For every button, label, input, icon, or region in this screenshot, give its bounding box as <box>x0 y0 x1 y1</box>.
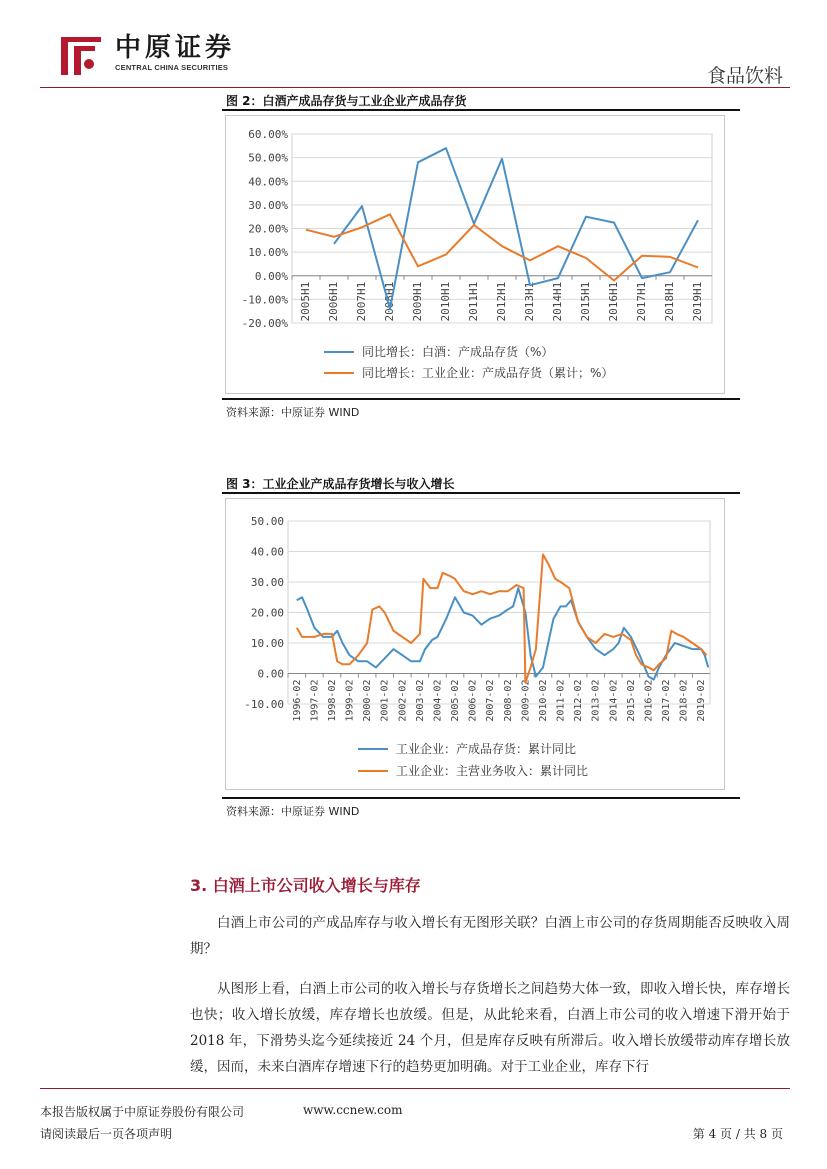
x-tick-label: 2019-02 <box>696 679 708 722</box>
x-tick-label: 2014H1 <box>551 281 564 322</box>
x-tick-label: 1997-02 <box>309 679 321 722</box>
y-tick-label: -10.00% <box>241 293 288 307</box>
figure-2-top-rule <box>222 109 740 111</box>
y-tick-label: 30.00 <box>250 576 284 589</box>
x-tick-label: 2014-02 <box>608 679 620 722</box>
x-tick-label: 2010-02 <box>537 679 549 722</box>
x-tick-label: 2008-02 <box>502 679 514 722</box>
paragraph-1-text: 白酒上市公司的产成品库存与收入增长有无图形关联？白酒上市公司的存货周期能否反映收入周期？ <box>190 915 790 957</box>
y-tick-label: 40.00% <box>248 175 288 189</box>
y-tick-label: 0.00 <box>257 667 284 681</box>
x-tick-label: 2007H1 <box>355 281 368 322</box>
footer-disclaimer: 请阅读最后一页各项声明 <box>40 1127 173 1141</box>
x-tick-label: 2008H1 <box>383 281 396 322</box>
figure-3-chart-area <box>225 498 725 790</box>
x-tick-label: 2018-02 <box>678 679 690 722</box>
y-tick-label: 30.00% <box>248 198 288 212</box>
x-tick-label: 2002-02 <box>397 679 409 722</box>
x-tick-label: 2019H1 <box>691 281 704 322</box>
paragraph-1 <box>190 910 790 962</box>
y-tick-label: 10.00 <box>250 637 284 650</box>
legend-label-1: 工业企业：产成品存货：累计同比 <box>396 742 577 756</box>
series-line-2 <box>297 555 707 683</box>
x-tick-label: 2006-02 <box>467 679 479 722</box>
header-divider <box>40 87 790 88</box>
x-tick-label: 2011H1 <box>467 281 480 322</box>
paragraph-2-text: 从图形上看，白酒上市公司的收入增长与存货增长之间趋势大体一致，即收入增长快，库存增长也快；收入增长放缓，库存增长也放缓。但是，从此轮来看，白酒上市公司的收入增速下滑开始于 2018 年，下滑势头迄今延续接近 24 个月，但是库存反映有所滞后。收入增长放缓带动库存增长放缓，因而，未来白酒库存增速下行的趋势更加明确。对于工业企业，库存下行 <box>190 981 790 1075</box>
company-name-cn: 中原证券 <box>115 33 236 63</box>
x-tick-label: 2006H1 <box>327 281 340 322</box>
y-tick-label: -10.00 <box>244 698 284 711</box>
x-tick-label: 2018H1 <box>663 281 676 322</box>
footer-divider <box>40 1088 790 1089</box>
x-tick-label: 2003-02 <box>414 679 426 722</box>
x-tick-label: 2012-02 <box>573 679 585 722</box>
company-logo-icon <box>55 33 107 79</box>
figure-3-top-rule <box>222 492 740 494</box>
footer-copyright: 本报告版权属于中原证券股份有限公司 <box>40 1105 245 1119</box>
footer-website: www.ccnew.com <box>303 1103 403 1117</box>
paragraph-2 <box>190 976 790 1080</box>
y-tick-label: 40.00 <box>250 545 284 559</box>
x-tick-label: 2004-02 <box>432 679 444 722</box>
x-tick-label: 2013H1 <box>523 281 536 322</box>
y-tick-label: 20.00 <box>250 606 284 620</box>
figure-3-source: 资料来源：中原证券 WIND <box>226 805 360 818</box>
legend-label-2: 工业企业：主营业务收入：累计同比 <box>396 764 589 778</box>
y-tick-label: 0.00% <box>254 269 288 283</box>
x-tick-label: 2000-02 <box>362 679 374 722</box>
legend-label-1: 同比增长：白酒：产成品存货（%） <box>362 345 554 359</box>
figure-2-bottom-rule <box>222 398 740 400</box>
y-tick-label: 10.00% <box>248 246 288 260</box>
x-tick-label: 2015H1 <box>579 281 592 322</box>
x-tick-label: 1996-02 <box>291 679 303 722</box>
section-title: 3. 白酒上市公司收入增长与库存 <box>190 876 421 895</box>
x-tick-label: 2015-02 <box>625 679 637 722</box>
footer-page-number: 第 4 页 / 共 8 页 <box>692 1127 783 1141</box>
x-tick-label: 2016-02 <box>643 679 655 722</box>
figure-2-line-chart <box>226 116 724 393</box>
x-tick-label: 1998-02 <box>326 679 338 722</box>
legend-label-2: 同比增长：工业企业：产成品存货（累计；%） <box>362 366 614 380</box>
y-tick-label: 60.00% <box>248 128 288 141</box>
figure-2-chart-area <box>225 115 725 394</box>
company-name-en: CENTRAL CHINA SECURITIES <box>115 63 229 72</box>
figure-2-title: 图 2：白酒产成品存货与工业企业产成品存货 <box>226 94 467 108</box>
x-tick-label: 2013-02 <box>590 679 602 722</box>
y-tick-label: 20.00% <box>248 222 288 236</box>
figure-2-source: 资料来源：中原证券 WIND <box>226 406 360 419</box>
x-tick-label: 2001-02 <box>379 679 391 722</box>
x-tick-label: 2007-02 <box>485 679 497 722</box>
x-tick-label: 2012H1 <box>495 281 508 322</box>
figure-3-bottom-rule <box>222 797 740 799</box>
y-tick-label: 50.00% <box>248 151 288 165</box>
x-tick-label: 2017H1 <box>635 281 648 322</box>
x-tick-label: 2005-02 <box>450 679 462 722</box>
x-tick-label: 2011-02 <box>555 679 567 722</box>
sector-label: 食品饮料 <box>706 65 783 87</box>
x-tick-label: 2009H1 <box>411 281 424 322</box>
x-tick-label: 2017-02 <box>661 679 673 722</box>
x-tick-label: 2009-02 <box>520 679 532 722</box>
y-tick-label: 50.00 <box>250 515 284 528</box>
x-tick-label: 2016H1 <box>607 281 620 322</box>
x-tick-label: 1999-02 <box>344 679 356 722</box>
x-tick-label: 2005H1 <box>299 281 312 322</box>
y-tick-label: -20.00% <box>241 317 288 330</box>
x-tick-label: 2010H1 <box>439 281 452 322</box>
figure-3-line-chart <box>226 499 724 789</box>
figure-3-title: 图 3：工业企业产成品存货增长与收入增长 <box>226 477 455 491</box>
